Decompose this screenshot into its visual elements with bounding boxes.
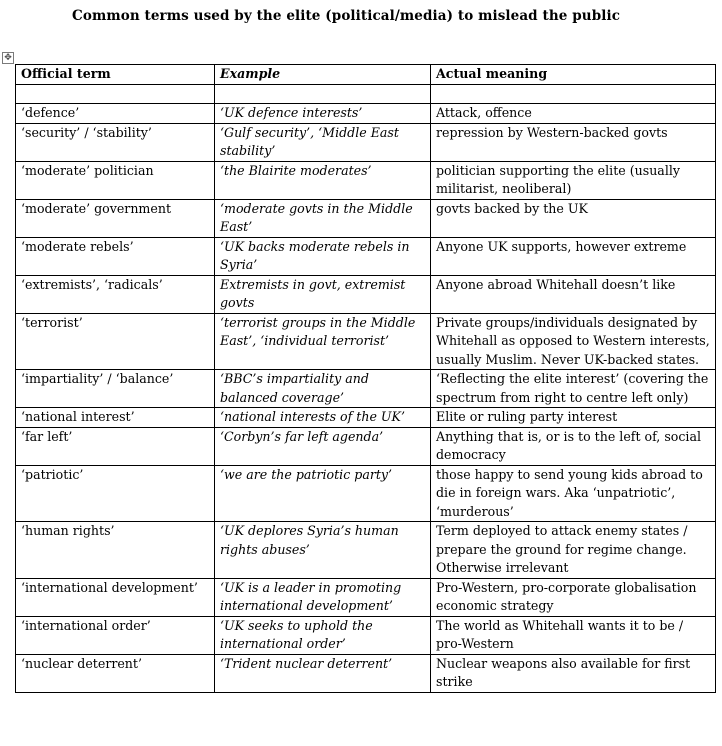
table-header-row [16, 65, 716, 85]
cell-term: ‘defence’ [16, 104, 215, 124]
cell-meaning: repression by Western-backed govts [431, 123, 716, 161]
cell-example: ‘Trident nuclear deterrent’ [215, 654, 431, 692]
table-cell [431, 84, 716, 104]
table-row [16, 427, 716, 465]
table-row [16, 616, 716, 654]
table-cell [215, 84, 431, 104]
cell-example: ‘Corbyn’s far left agenda’ [215, 427, 431, 465]
cell-meaning: Private groups/individuals designated by Whitehall as opposed to Western interests, usually Muslim. Never UK-backed states. [431, 313, 716, 370]
cell-example: ‘UK backs moderate rebels in Syria’ [215, 237, 431, 275]
table-row [16, 522, 716, 579]
table-row [16, 578, 716, 616]
cell-meaning: those happy to send young kids abroad to die in foreign wars. Aka ‘unpatriotic’, ‘murderous’ [431, 465, 716, 522]
cell-example: ‘moderate govts in the Middle East’ [215, 199, 431, 237]
cell-meaning: Attack, offence [431, 104, 716, 124]
table-row [16, 123, 716, 161]
cell-term: ‘impartiality’ / ‘balance’ [16, 370, 215, 408]
table-row [16, 104, 716, 124]
terms-table [15, 64, 716, 693]
table-spacer-row [16, 84, 716, 104]
table-row [16, 275, 716, 313]
cell-example: ‘national interests of the UK’ [215, 408, 431, 428]
header-official-term: Official term [16, 65, 215, 85]
cell-example: ‘the Blairite moderates’ [215, 161, 431, 199]
cell-example: ‘UK defence interests’ [215, 104, 431, 124]
move-arrows-icon[interactable]: ✥ [2, 52, 14, 64]
table-cell [16, 84, 215, 104]
cell-term: ‘moderate’ politician [16, 161, 215, 199]
cell-example: ‘UK is a leader in promoting international development’ [215, 578, 431, 616]
cell-term: ‘security’ / ‘stability’ [16, 123, 215, 161]
cell-term: ‘moderate rebels’ [16, 237, 215, 275]
cell-meaning: Elite or ruling party interest [431, 408, 716, 428]
cell-meaning: The world as Whitehall wants it to be / pro-Western [431, 616, 716, 654]
cell-example: ‘UK seeks to uphold the international order’ [215, 616, 431, 654]
cell-example: ‘UK deplores Syria’s human rights abuses’ [215, 522, 431, 579]
cell-example: ‘terrorist groups in the Middle East’, ‘individual terrorist’ [215, 313, 431, 370]
table-row [16, 370, 716, 408]
cell-term: ‘patriotic’ [16, 465, 215, 522]
cell-meaning: Anyone abroad Whitehall doesn’t like [431, 275, 716, 313]
cell-term: ‘national interest’ [16, 408, 215, 428]
cell-meaning: Term deployed to attack enemy states / prepare the ground for regime change. Otherwise irrelevant [431, 522, 716, 579]
header-actual-meaning: Actual meaning [431, 65, 716, 85]
cell-meaning: Anything that is, or is to the left of, social democracy [431, 427, 716, 465]
cell-term: ‘nuclear deterrent’ [16, 654, 215, 692]
cell-meaning: Pro-Western, pro-corporate globalisation economic strategy [431, 578, 716, 616]
cell-term: ‘far left’ [16, 427, 215, 465]
table-row [16, 161, 716, 199]
cell-meaning: Nuclear weapons also available for first strike [431, 654, 716, 692]
cell-example: ‘we are the patriotic party’ [215, 465, 431, 522]
table-row [16, 237, 716, 275]
cell-term: ‘terrorist’ [16, 313, 215, 370]
cell-meaning: ‘Reflecting the elite interest’ (covering the spectrum from right to centre left only) [431, 370, 716, 408]
table-row [16, 199, 716, 237]
cell-term: ‘international development’ [16, 578, 215, 616]
header-example: Example [215, 65, 431, 85]
cell-term: ‘moderate’ government [16, 199, 215, 237]
cell-example: Extremists in govt, extremist govts [215, 275, 431, 313]
document-title: Common terms used by the elite (political/media) to mislead the public [72, 8, 621, 24]
cell-term: ‘international order’ [16, 616, 215, 654]
table-row [16, 408, 716, 428]
cell-meaning: Anyone UK supports, however extreme [431, 237, 716, 275]
table-row [16, 465, 716, 522]
table-row [16, 313, 716, 370]
cell-meaning: politician supporting the elite (usually militarist, neoliberal) [431, 161, 716, 199]
cell-term: ‘extremists’, ‘radicals’ [16, 275, 215, 313]
table-row [16, 654, 716, 692]
cell-term: ‘human rights’ [16, 522, 215, 579]
cell-meaning: govts backed by the UK [431, 199, 716, 237]
cell-example: ‘BBC’s impartiality and balanced coverage’ [215, 370, 431, 408]
cell-example: ‘Gulf security’, ‘Middle East stability’ [215, 123, 431, 161]
